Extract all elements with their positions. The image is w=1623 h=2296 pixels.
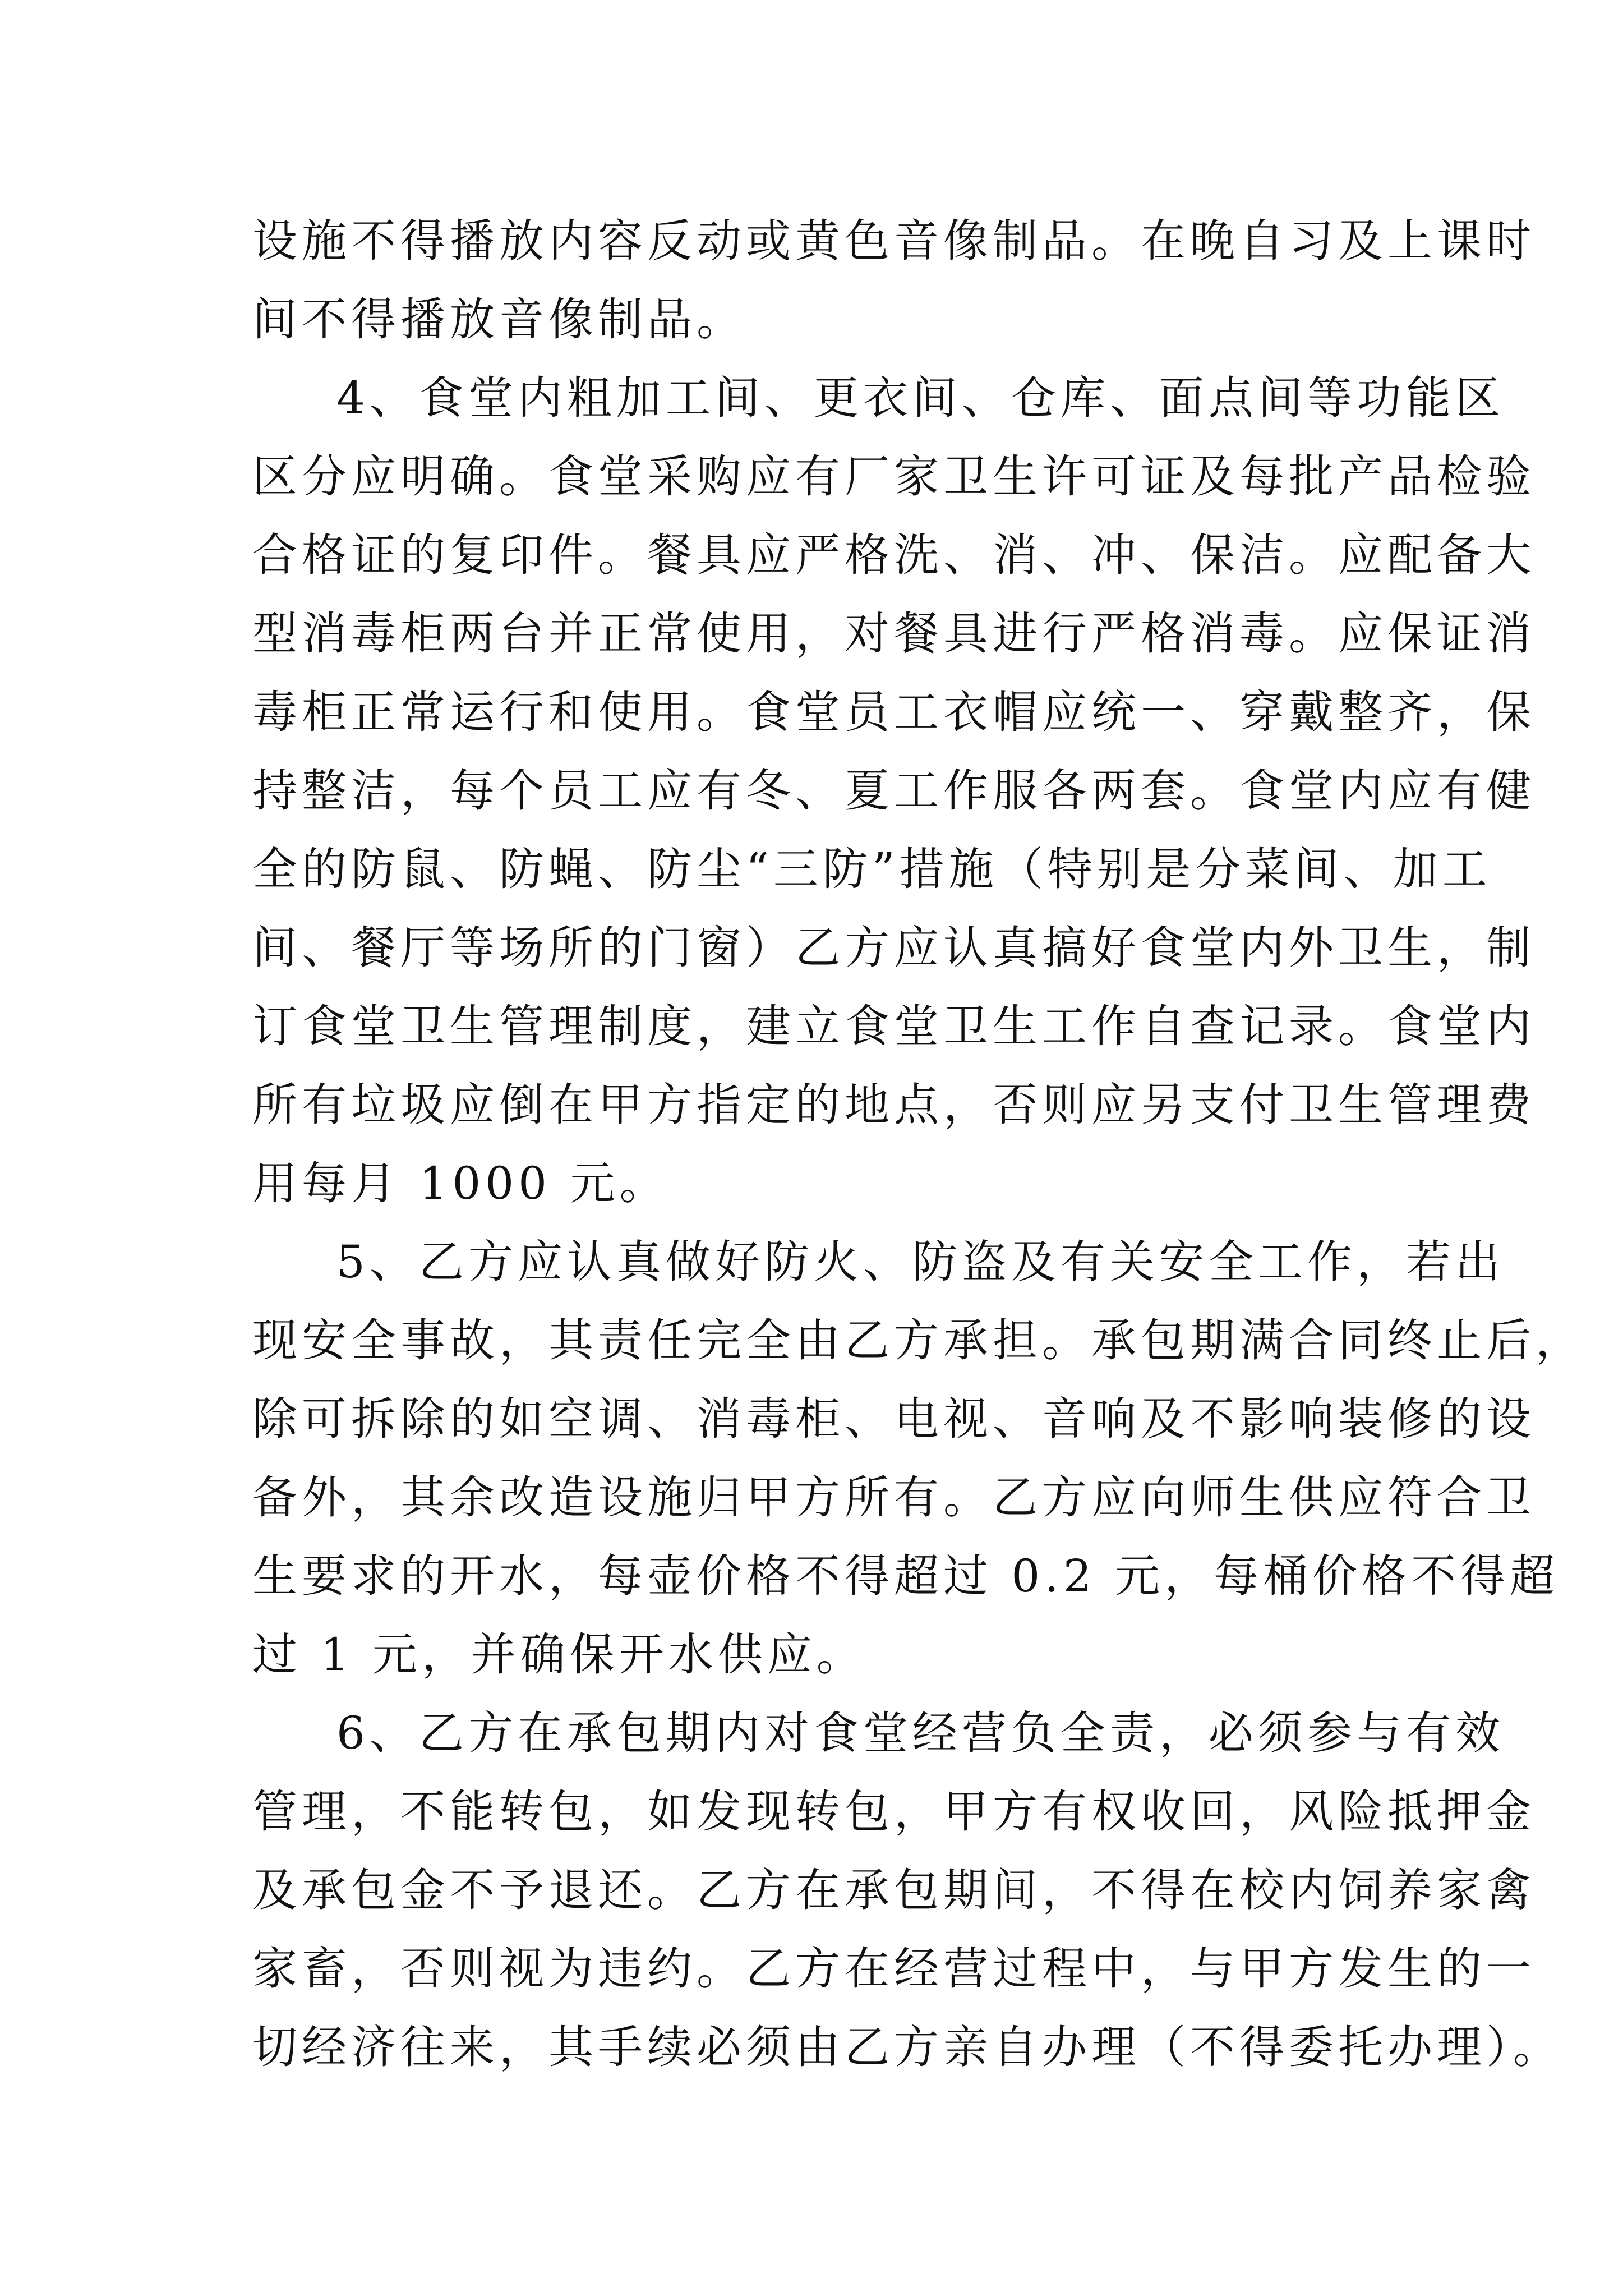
- text-line: 用每月 1000 元。: [252, 1157, 669, 1209]
- text-line: 现安全事故，其责任完全由乙方承担。承包期满合同终止后，: [252, 1314, 1585, 1366]
- text-line: 区分应明确。食堂采购应有厂家卫生许可证及每批产品检验: [252, 450, 1536, 503]
- text-line: 及承包金不予退还。乙方在承包期间，不得在校内饲养家禽: [252, 1864, 1536, 1916]
- text-line: 所有垃圾应倒在甲方指定的地点，否则应另支付卫生管理费: [252, 1079, 1536, 1131]
- paragraph-5-first-line: 5、乙方应认真做好防火、防盗及有关安全工作，若出: [336, 1236, 1505, 1288]
- text-line: 型消毒柜两台并正常使用，对餐具进行严格消毒。应保证消: [252, 608, 1536, 660]
- text-line: 生要求的开水，每壶价格不得超过 0.2 元，每桶价格不得超: [252, 1550, 1560, 1602]
- text-line: 间、餐厅等场所的门窗）乙方应认真搞好食堂内外卫生，制: [252, 922, 1536, 974]
- text-line: 设施不得播放内容反动或黄色音像制品。在晚自习及上课时: [252, 215, 1536, 267]
- paragraph-6-first-line: 6、乙方在承包期内对食堂经营负全责，必须参与有效: [336, 1707, 1505, 1759]
- text-line: 备外，其余改造设施归甲方所有。乙方应向师生供应符合卫: [252, 1471, 1536, 1524]
- text-line: 管理，不能转包，如发现转包，甲方有权收回，风险抵押金: [252, 1786, 1536, 1838]
- text-line: 家畜，否则视为违约。乙方在经营过程中，与甲方发生的一: [252, 1943, 1536, 1995]
- text-line: 毒柜正常运行和使用。食堂员工衣帽应统一、穿戴整齐，保: [252, 686, 1536, 738]
- text-line: 全的防鼠、防蝇、防尘“三防”措施（特别是分菜间、加工: [252, 843, 1492, 895]
- text-line: 间不得播放音像制品。: [252, 293, 746, 346]
- paragraph-4-first-line: 4、食堂内粗加工间、更衣间、仓库、面点间等功能区: [336, 372, 1505, 424]
- text-line: 合格证的复印件。餐具应严格洗、消、冲、保洁。应配备大: [252, 529, 1536, 581]
- text-line: 切经济往来，其手续必须由乙方亲自办理（不得委托办理）。: [252, 2021, 1562, 2073]
- text-line: 过 1 元，并确保开水供应。: [252, 1628, 866, 1681]
- text-line: 订食堂卫生管理制度，建立食堂卫生工作自查记录。食堂内: [252, 1000, 1536, 1052]
- text-line: 除可拆除的如空调、消毒柜、电视、音响及不影响装修的设: [252, 1393, 1536, 1445]
- text-line: 持整洁，每个员工应有冬、夏工作服各两套。食堂内应有健: [252, 765, 1536, 817]
